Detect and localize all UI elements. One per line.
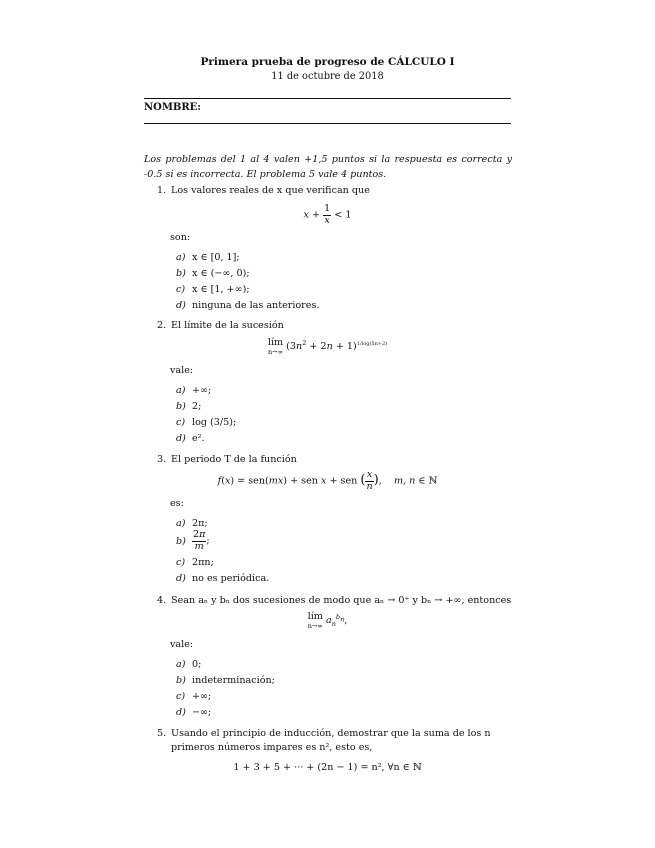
problem-1-option-c: c) x ∈ [1, +∞); [176,284,250,295]
problem-1-statement: 1. Los valores reales de x que verifican que [157,185,370,196]
problem-3-statement: 3. El periodo T de la función [157,454,297,465]
top-rule [144,98,511,99]
instructions: Los problemas del 1 al 4 valen +1,5 puntos si la respuesta es correcta y -0.5 si es incorrecta. El problema 5 vale 4 puntos. [144,154,512,180]
problem-2-option-a: a) +∞; [176,385,212,396]
problem-3-option-d: d) no es periódica. [176,573,270,584]
problem-4-option-a: a) 0; [176,659,202,670]
problem-2-option-c: c) log (3/5); [176,417,237,428]
problem-1-formula: x + $\frac{1}{x}$ < 1 [303,203,352,226]
problem-4-statement: 4. Sean aₙ y bₙ dos sucesiones de modo que aₙ → 0⁺ y bₙ → +∞, entonces [157,595,512,606]
exam-title: Primera prueba de progreso de CÁLCULO I [200,56,455,68]
problem-4-option-b: b) indeterminación; [176,675,275,686]
problem-1-option-d: d) ninguna de las anteriores. [176,300,320,311]
problem-4-formula: lím n→∞ $a_n^{b_n}$, [307,611,348,630]
problem-1-after: son: [170,232,191,243]
problem-2-after: vale: [170,365,194,376]
name-label: NOMBRE: [144,102,201,113]
problem-5-statement: 5. Usando el principio de inducción, demostrar que la suma de los n primeros números impares es n², esto es, [157,728,491,753]
problem-3-option-c: c) 2πn; [176,557,214,568]
problem-5-formula: 1 + 3 + 5 + ··· + (2n − 1) = n², ∀n ∈ ℕ [233,762,422,773]
problem-4-option-d: d) −∞; [176,707,212,718]
problem-2-option-b: b) 2; [176,401,202,412]
problem-4-after: vale: [170,639,194,650]
problem-3-option-b: b) $\frac{2\pi}{m}$ ; [176,529,210,552]
problem-4-option-c: c) +∞; [176,691,212,702]
problem-2-formula: lím n→∞ $(3n^2 + 2n + 1)^{1/log(5n+2)}$ [267,337,388,356]
problem-2-option-d: d) e². [176,433,205,444]
problem-3-after: es: [170,498,184,509]
problem-3-option-a: a) 2π; [176,518,208,529]
problem-3-formula: f(x) = sen(mx) + sen x + sen ( $\frac{x}{n}$ ), m, n ∈ ℕ [217,469,438,492]
bottom-rule [144,123,511,124]
exam-date: 11 de octubre de 2018 [271,71,384,82]
problem-2-statement: 2. El límite de la sucesión [157,320,284,331]
problem-1-option-b: b) x ∈ (−∞, 0); [176,268,250,279]
problem-1-option-a: a) x ∈ [0, 1]; [176,252,240,263]
